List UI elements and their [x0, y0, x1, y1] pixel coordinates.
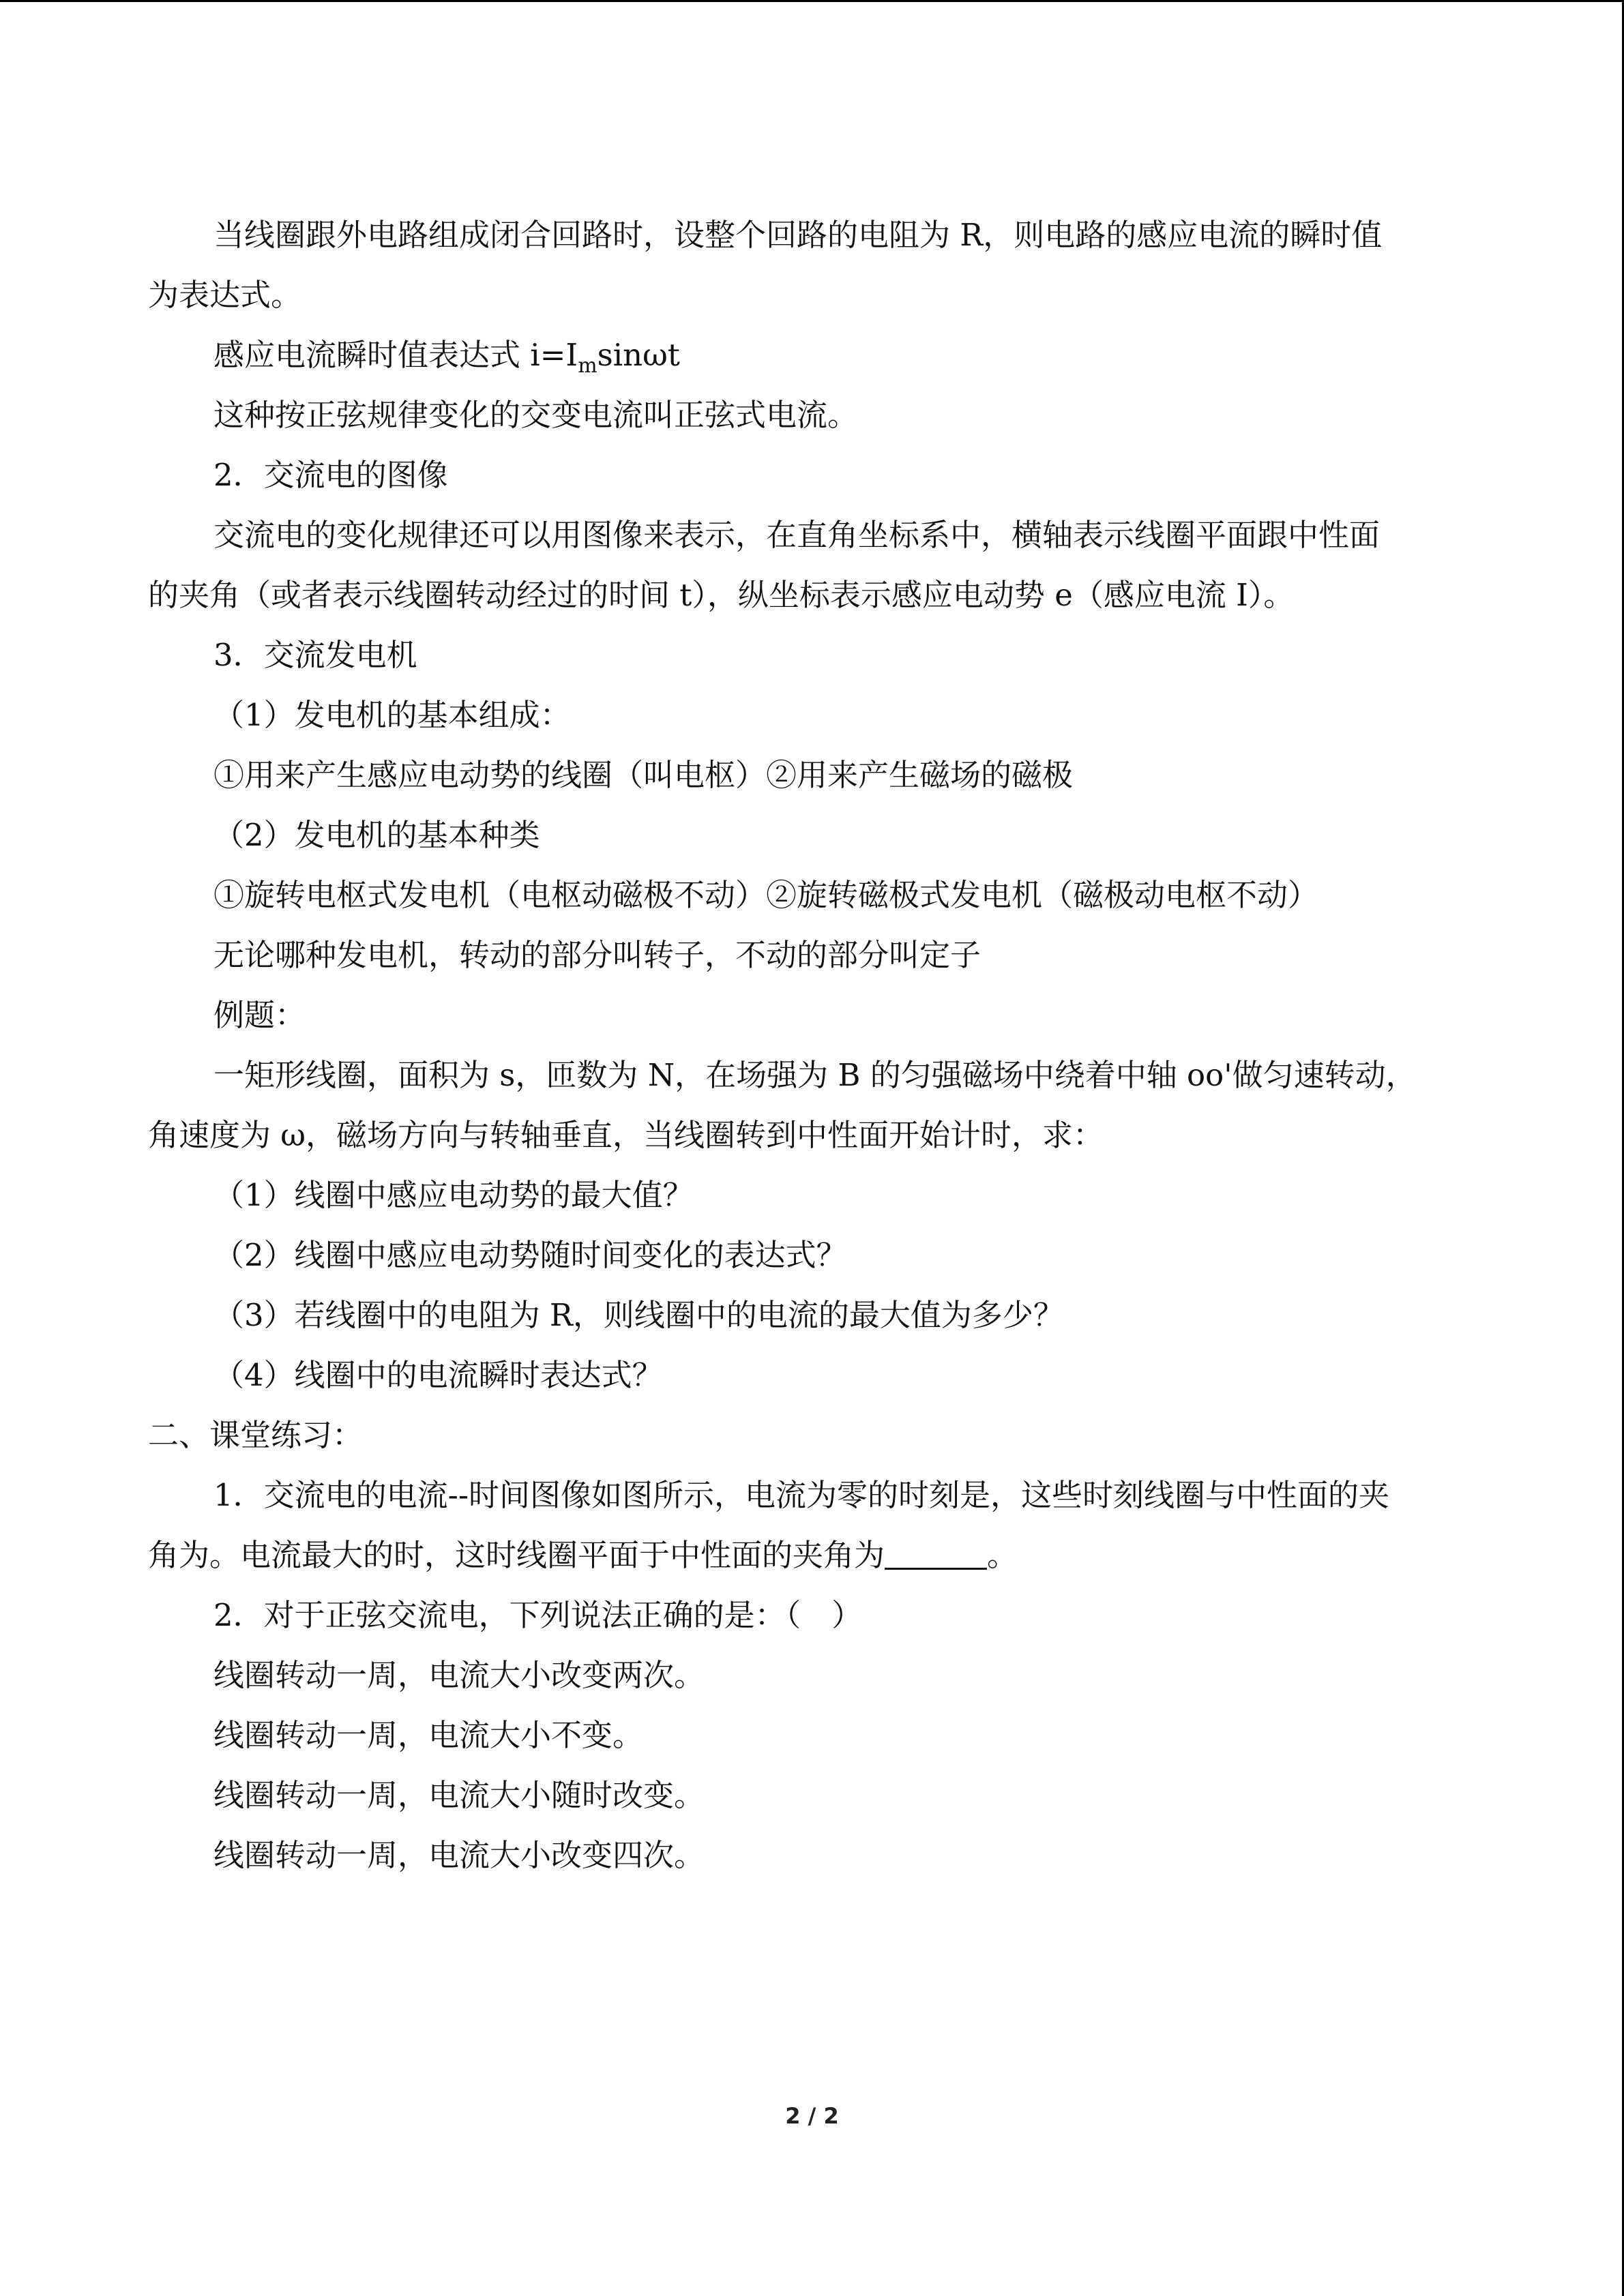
paragraph-rotor-stator: 无论哪种发电机，转动的部分叫转子，不动的部分叫定子	[213, 937, 981, 973]
paragraph-generator-types: ①旋转电枢式发电机（电枢动磁极不动）②旋转磁极式发电机（磁极动电枢不动）	[213, 877, 1319, 913]
paragraph-example-line2: 角速度为 ω，磁场方向与转轴垂直，当线圈转到中性面开始计时，求：	[148, 1117, 1104, 1153]
paragraph-ac-graph-line1: 交流电的变化规律还可以用图像来表示，在直角坐标系中，横轴表示线圈平面跟中性面	[213, 517, 1381, 553]
exercise-2-option-4: 线圈转动一周，电流大小改变四次。	[213, 1837, 705, 1873]
heading-class-exercise: 二、课堂练习：	[148, 1417, 364, 1453]
answer-blank[interactable]	[885, 1540, 987, 1570]
page-number: 2 / 2	[785, 2103, 839, 2129]
formula-subscript: m	[578, 354, 597, 378]
heading-ac-graph: 2．交流电的图像	[213, 457, 448, 493]
example-question-1: （1）线圈中感应电动势的最大值？	[213, 1177, 694, 1213]
heading-example: 例题：	[213, 997, 306, 1033]
exercise-1-line2	[148, 1535, 1018, 1576]
exercise-1-text: 角为。电流最大的时，这时线圈平面于中性面的夹角为	[148, 1537, 885, 1573]
paragraph-example-line1: 一矩形线圈，面积为 s，匝数为 N，在场强为 B 的匀强磁场中绕着中轴 oo'做匀速转动，	[213, 1057, 1417, 1093]
paragraph-generator-components: ①用来产生感应电动势的线圈（叫电枢）②用来产生磁场的磁极	[213, 757, 1074, 793]
paragraph-induced-current-line1: 当线圈跟外电路组成闭合回路时，设整个回路的电阻为 R，则电路的感应电流的瞬时值	[213, 217, 1383, 253]
formula-current-expression	[213, 335, 680, 376]
paragraph-induced-current-line2: 为表达式。	[148, 277, 302, 313]
exercise-2-option-2: 线圈转动一周，电流大小不变。	[213, 1717, 644, 1753]
exercise-2-option-1: 线圈转动一周，电流大小改变两次。	[213, 1657, 705, 1693]
paragraph-ac-graph-line2: 的夹角（或者表示线圈转动经过的时间 t），纵坐标表示感应电动势 e（感应电流 I）。	[148, 577, 1295, 613]
page-top-border	[0, 0, 1624, 2]
example-question-3: （3）若线圈中的电阻为 R，则线圈中的电流的最大值为多少？	[213, 1297, 1064, 1333]
example-question-4: （4）线圈中的电流瞬时表达式？	[213, 1357, 663, 1393]
subheading-generator-types: （2）发电机的基本种类	[213, 817, 540, 853]
formula-suffix: sinωt	[597, 337, 680, 373]
paragraph-sinusoidal-current: 这种按正弦规律变化的交变电流叫正弦式电流。	[213, 397, 859, 433]
formula-prefix: 感应电流瞬时值表达式 i=I	[213, 337, 578, 373]
subheading-generator-components: （1）发电机的基本组成：	[213, 697, 571, 733]
exercise-2-option-3: 线圈转动一周，电流大小随时改变。	[213, 1777, 705, 1813]
exercise-2-question: 2．对于正弦交流电，下列说法正确的是：（ ）	[213, 1597, 863, 1633]
heading-ac-generator: 3．交流发电机	[213, 637, 417, 673]
example-question-2: （2）线圈中感应电动势随时间变化的表达式？	[213, 1237, 847, 1273]
exercise-1-line1: 1．交流电的电流--时间图像如图所示，电流为零的时刻是，这些时刻线圈与中性面的夹	[213, 1477, 1390, 1513]
exercise-1-end: 。	[987, 1537, 1018, 1573]
